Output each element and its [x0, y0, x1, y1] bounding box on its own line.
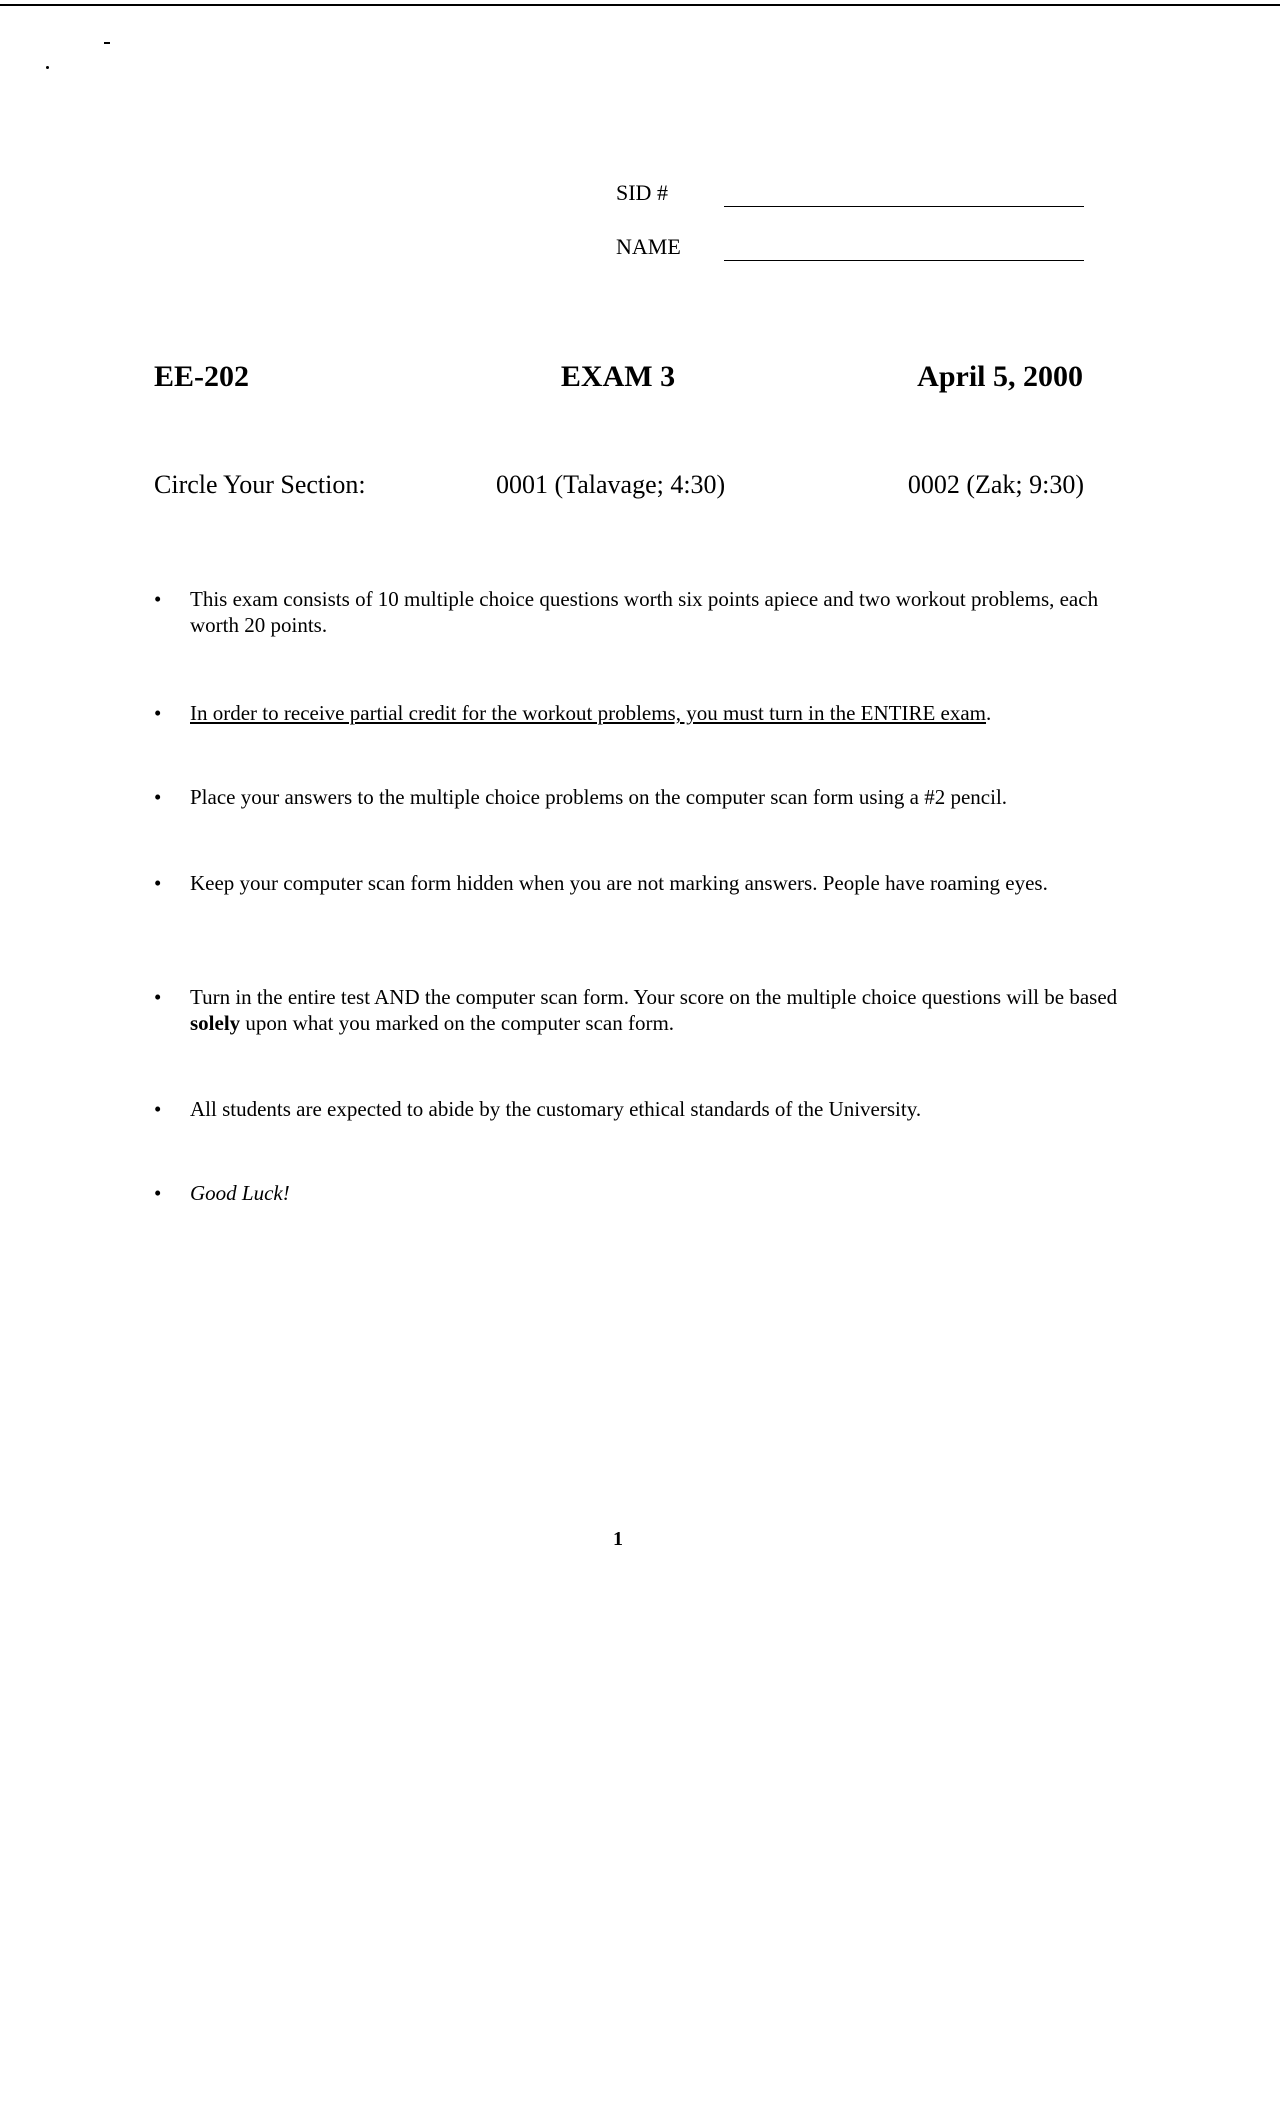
sid-label: SID #	[616, 180, 668, 205]
section-prompt: Circle Your Section:	[154, 470, 366, 499]
page-number: 1	[613, 1528, 623, 1550]
sid-blank-line[interactable]	[724, 206, 1084, 207]
bullet-icon: •	[154, 1097, 162, 1121]
bullet-icon: •	[154, 985, 162, 1009]
section-option-0002[interactable]: 0002 (Zak; 9:30)	[907, 470, 1084, 499]
underlined-instruction: In order to receive partial credit for the workout problems, you must turn in the ENTIRE exam	[190, 701, 987, 725]
top-border-rule	[0, 4, 1280, 6]
section-option-0001[interactable]: 0001 (Talavage; 4:30)	[496, 470, 726, 499]
bullet-icon: •	[154, 587, 162, 611]
name-blank-line[interactable]	[724, 260, 1084, 261]
scan-speck	[104, 42, 110, 44]
bullet-icon: •	[154, 785, 162, 809]
bullet-icon: •	[154, 701, 162, 725]
bullet-icon: •	[154, 871, 162, 895]
good-luck: Good Luck!	[190, 1181, 290, 1205]
emphasis-solely: solely	[190, 1011, 241, 1035]
bullet-icon: •	[154, 1181, 162, 1205]
exam-title: EXAM 3	[560, 360, 676, 393]
name-label: NAME	[616, 234, 681, 259]
exam-date: April 5, 2000	[917, 360, 1083, 393]
course-code: EE-202	[154, 360, 250, 393]
scan-speck	[46, 66, 49, 69]
